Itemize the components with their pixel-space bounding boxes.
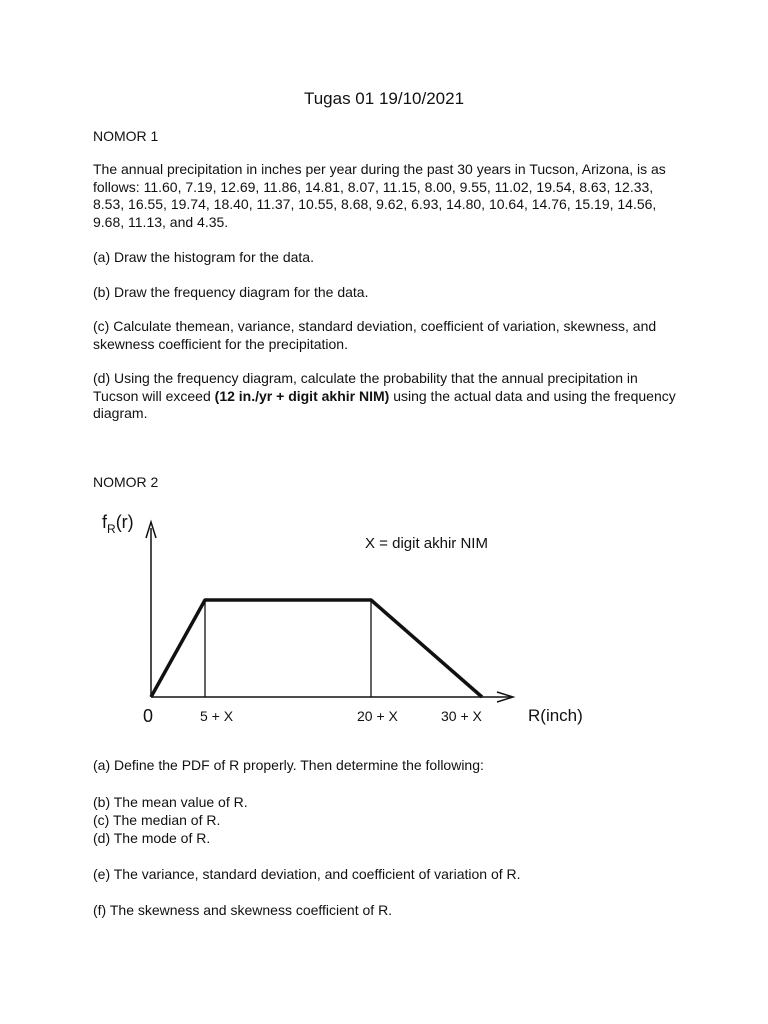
q1-part-d-text-1: (d) Using the frequency diagram, calculate the probability that the annual precipitation in Tucson will exceed <box>93 370 638 404</box>
x-tick-5x: 5 + X <box>200 708 234 724</box>
q1-part-c: (c) Calculate themean, variance, standard deviation, coefficient of variation, skewness, and skewness coefficient for the precipitation. <box>93 318 657 352</box>
q2-heading: NOMOR 2 <box>93 474 159 490</box>
q1-part-b: (b) Draw the frequency diagram for the data. <box>93 284 369 300</box>
pdf-curve <box>151 600 482 697</box>
q1-intro: The annual precipitation in inches per year during the past 30 years in Tucson, Arizona, is as follows: 11.60, 7.19, 12.69, 11.86, 14.81, 8.07, 11.15, 8.00, 9.55, 11.02, 19.54, 8.63, 12.33, 8.53, 16.55, 19.74, 18.40, 11.37, 10.55, 8.68, 9.62, 6.93, 14.80, 10.64, 14.76, 15.19, 14.56, 9.68, 11.13, and 4.35. <box>93 161 666 230</box>
diagram-note: X = digit akhir NIM <box>365 535 488 552</box>
q2-part-a: (a) Define the PDF of R properly. Then determine the following: <box>93 757 484 773</box>
q1-part-d <box>93 370 683 423</box>
x-axis-label: R(inch) <box>528 706 583 725</box>
x-origin-label: 0 <box>143 706 154 726</box>
q2-part-f: (f) The skewness and skewness coefficient of R. <box>93 902 393 918</box>
document-title: Tugas 01 19/10/2021 <box>303 89 465 108</box>
q1-part-d-bold: (12 in./yr + digit akhir NIM) <box>214 387 390 404</box>
q1-part-d-text-2: using the actual data and using the frequency diagram. <box>93 387 676 421</box>
q1-heading: NOMOR 1 <box>93 128 159 144</box>
pdf-diagram <box>0 505 768 735</box>
q2-part-c: (c) The median of R. <box>93 812 221 828</box>
y-axis-label: $f_R(r)$ <box>102 512 134 536</box>
x-tick-30x: 30 + X <box>441 708 482 724</box>
q2-part-e: (e) The variance, standard deviation, and coefficient of variation of R. <box>93 866 521 882</box>
q2-part-b: (b) The mean value of R. <box>93 794 248 810</box>
q2-part-d: (d) The mode of R. <box>93 830 211 846</box>
q1-part-a: (a) Draw the histogram for the data. <box>93 249 314 265</box>
x-tick-20x: 20 + X <box>357 708 398 724</box>
